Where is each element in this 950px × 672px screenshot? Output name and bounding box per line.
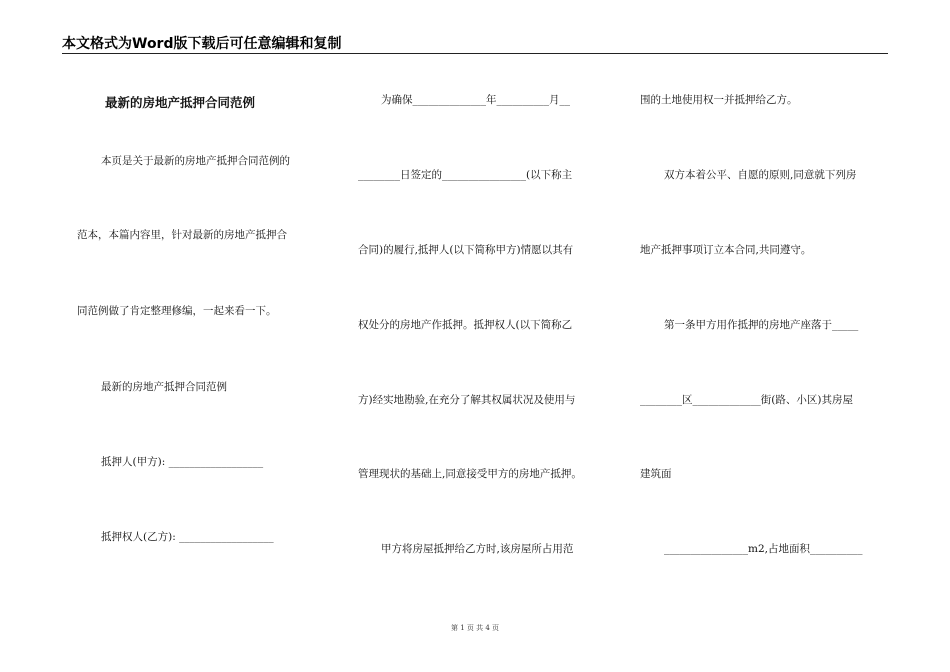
paragraph-line: 同范例做了肯定整理修编，一起来看一下。: [77, 305, 277, 317]
paragraph-line: 建筑面: [640, 468, 672, 480]
mortgagee-field: 抵押权人(乙方): __________________: [101, 531, 274, 543]
paragraph-line: ________日签定的________________(以下称主: [358, 169, 573, 181]
paragraph-line: 地产抵押事项订立本合同,共同遵守。: [640, 244, 812, 256]
paragraph-line: 本页是关于最新的房地产抵押合同范例的: [101, 155, 290, 167]
document-title: 最新的房地产抵押合同范例: [105, 95, 256, 110]
paragraph-line: 合同)的履行,抵押人(以下简称甲方)情愿以其有: [358, 244, 574, 256]
paragraph-line: 权处分的房地产作抵押。抵押权人(以下简称乙: [358, 319, 573, 331]
paragraph-line: 管理现状的基础上,同意接受甲方的房地产抵押。: [358, 468, 582, 480]
page-number: 第 1 页 共 4 页: [450, 624, 500, 632]
header-divider: [62, 53, 888, 54]
mortgagor-field: 抵押人(甲方): __________________: [101, 456, 264, 468]
paragraph-line: 双方本着公平、自愿的原则,同意就下列房: [664, 169, 857, 181]
paragraph-line: 方)经实地勘验,在充分了解其权属状况及使用与: [358, 394, 576, 406]
paragraph-line: 范本，本篇内容里，针对最新的房地产抵押合: [77, 229, 287, 241]
paragraph-line: ________________m2,占地面积__________: [664, 543, 863, 555]
paragraph-line: ________区_____________街(路、小区)其房屋: [640, 394, 853, 406]
paragraph-line: 围的土地使用权一并抵押给乙方。: [640, 94, 798, 106]
article-one-line: 第一条甲方用作抵押的房地产座落于_____: [664, 319, 859, 331]
paragraph-line: 甲方将房屋抵押给乙方时,该房屋所占用范: [381, 543, 574, 555]
paragraph-line: 为确保______________年__________月__: [381, 94, 570, 106]
document-header: 本文格式为Word版下载后可任意编辑和复制: [62, 36, 342, 52]
section-heading: 最新的房地产抵押合同范例: [101, 381, 227, 393]
